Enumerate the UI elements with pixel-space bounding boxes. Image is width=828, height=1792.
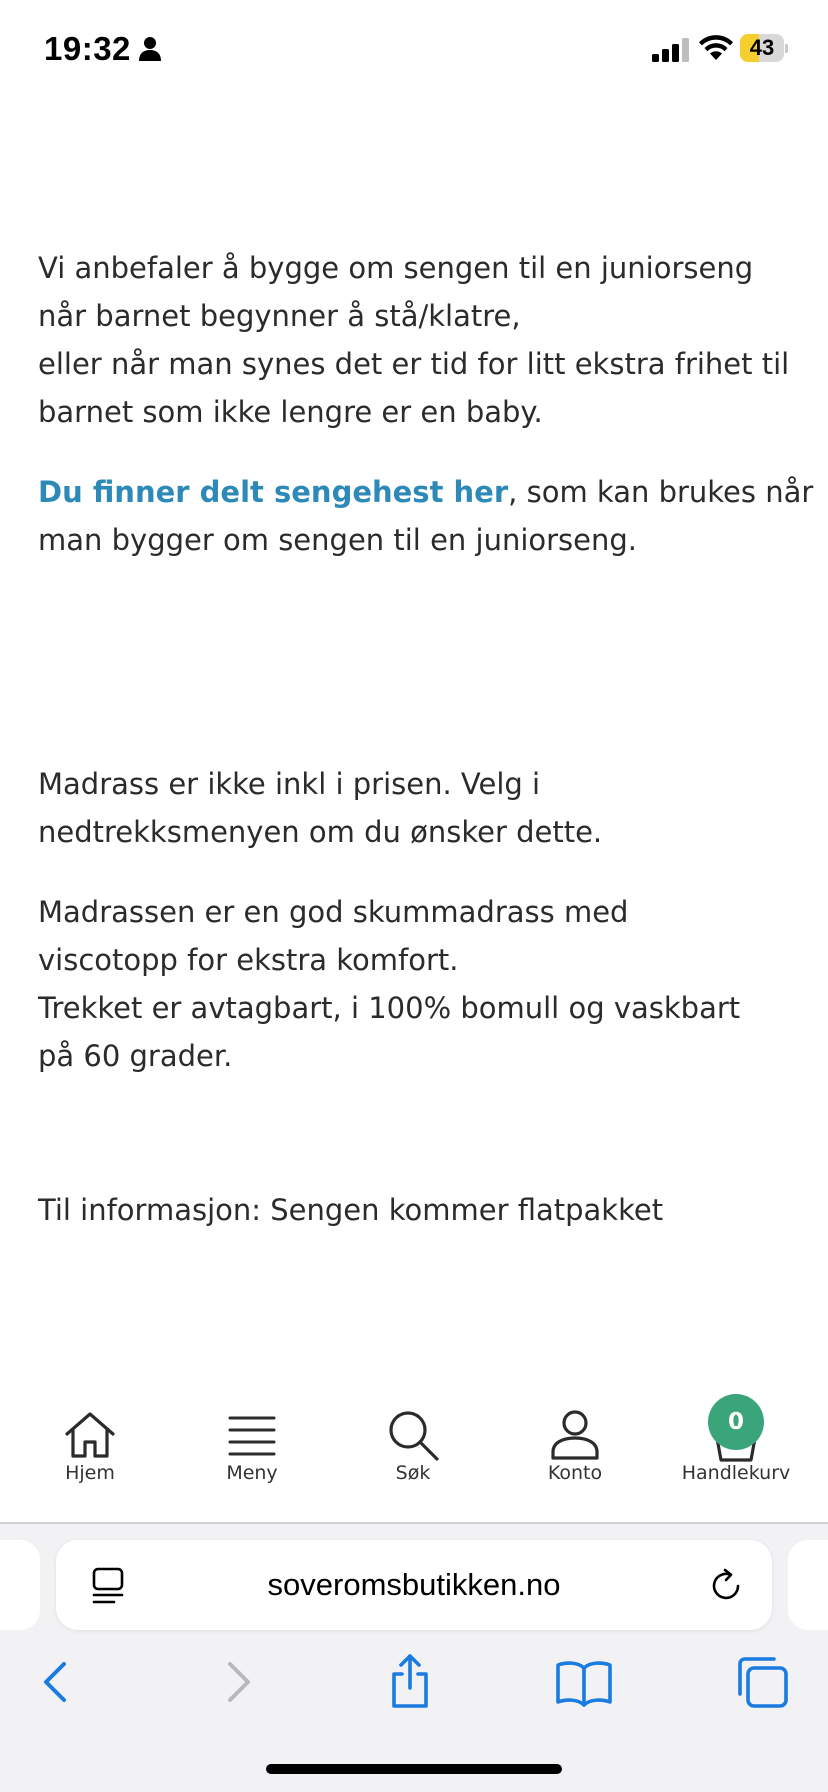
menu-icon bbox=[225, 1408, 279, 1462]
nav-item-menu[interactable] bbox=[177, 1372, 327, 1512]
text-line: eller når man synes det er tid for litt ekstra frihet til bbox=[38, 347, 790, 381]
description-paragraph-3 bbox=[38, 760, 798, 856]
back-icon[interactable] bbox=[28, 1652, 88, 1712]
address-bar[interactable] bbox=[56, 1540, 772, 1630]
nav-label: Hjem bbox=[65, 1462, 115, 1484]
status-time: 19:32 bbox=[44, 30, 131, 67]
nav-label: Meny bbox=[226, 1462, 278, 1484]
split-bed-rail-link[interactable]: Du finner delt sengehest her bbox=[38, 475, 509, 509]
text-line: nedtrekksmenyen om du ønsker dette. bbox=[38, 815, 603, 849]
home-icon bbox=[63, 1408, 117, 1462]
home-indicator bbox=[266, 1764, 562, 1774]
text-line: man bygger om sengen til en juniorseng. bbox=[38, 523, 638, 557]
text-line: Madrass er ikke inkl i prisen. Velg i bbox=[38, 767, 541, 801]
account-icon bbox=[548, 1408, 602, 1462]
nav-label: Søk bbox=[395, 1462, 431, 1484]
nav-label: Konto bbox=[547, 1462, 603, 1484]
description-paragraph-5 bbox=[38, 1186, 798, 1234]
text-line: Til informasjon: Sengen kommer flatpakket bbox=[38, 1193, 664, 1227]
wifi-icon bbox=[698, 34, 734, 62]
description-paragraph-4 bbox=[38, 888, 798, 1080]
text-line: Trekket er avtagbart, i 100% bomull og vaskbart bbox=[38, 991, 741, 1025]
battery-cap bbox=[785, 44, 788, 53]
text-line: Madrassen er en god skummadrass med bbox=[38, 895, 629, 929]
text-line: på 60 grader. bbox=[38, 1039, 233, 1073]
text-line: Vi anbefaler å bygge om sengen til en juniorseng bbox=[38, 251, 754, 285]
text-line: barnet som ikke lengre er en baby. bbox=[38, 395, 543, 429]
forward-icon[interactable] bbox=[206, 1652, 266, 1712]
text-line bbox=[38, 468, 814, 516]
text-line: viscotopp for ekstra komfort. bbox=[38, 943, 459, 977]
site-bottom-nav bbox=[0, 1372, 828, 1522]
text-line: når barnet begynner å stå/klatre, bbox=[38, 299, 521, 333]
person-icon bbox=[138, 36, 162, 62]
nav-item-search[interactable] bbox=[338, 1372, 488, 1512]
cart-count-badge: 0 bbox=[708, 1394, 764, 1450]
search-icon bbox=[386, 1408, 440, 1462]
battery-indicator bbox=[740, 34, 786, 62]
tabs-icon[interactable] bbox=[732, 1652, 792, 1712]
url-text[interactable]: soveromsbutikken.no bbox=[267, 1567, 561, 1602]
reload-icon[interactable] bbox=[708, 1567, 744, 1603]
nav-item-cart[interactable] bbox=[661, 1372, 811, 1512]
text-fragment: , som kan brukes når bbox=[508, 475, 814, 509]
page-menu-icon[interactable] bbox=[90, 1567, 126, 1605]
browser-toolbar bbox=[0, 1524, 828, 1792]
battery-body bbox=[740, 34, 784, 62]
nav-item-account[interactable] bbox=[500, 1372, 650, 1512]
previous-tab-preview[interactable] bbox=[0, 1540, 40, 1630]
description-paragraph-1 bbox=[38, 244, 798, 436]
nav-label: Handlekurv bbox=[681, 1462, 791, 1484]
share-icon[interactable] bbox=[380, 1652, 440, 1712]
next-tab-preview[interactable] bbox=[788, 1540, 828, 1630]
status-bar bbox=[0, 0, 828, 100]
bookmarks-icon[interactable] bbox=[554, 1652, 614, 1712]
battery-level: 43 bbox=[749, 35, 775, 60]
description-paragraph-2 bbox=[38, 468, 814, 564]
cellular-signal-icon bbox=[652, 38, 690, 62]
nav-item-home[interactable] bbox=[15, 1372, 165, 1512]
